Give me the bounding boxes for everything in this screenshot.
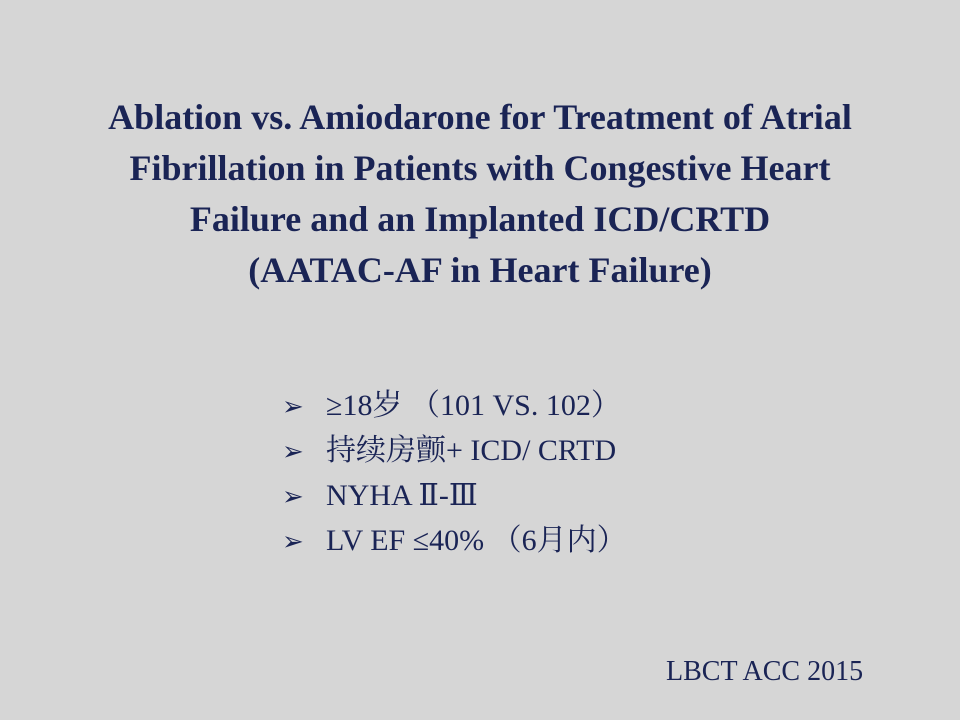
bullet-text: ≥18岁 （101 VS. 102） — [326, 389, 621, 422]
footer-source: LBCT ACC 2015 — [666, 656, 864, 687]
title-line-4: (AATAC-AF in Heart Failure) — [248, 250, 712, 290]
bullet-item — [282, 519, 627, 564]
arrow-bullet-icon: ➢ — [282, 437, 304, 467]
bullet-item — [282, 384, 627, 429]
arrow-bullet-icon: ➢ — [282, 527, 304, 557]
bullet-item — [282, 429, 627, 474]
bullet-text: LV EF ≤40% （6月内） — [326, 524, 627, 557]
title-line-3: Failure and an Implanted ICD/CRTD — [189, 199, 771, 239]
arrow-bullet-icon: ➢ — [282, 392, 304, 422]
bullet-text: NYHA Ⅱ-Ⅲ — [326, 479, 478, 512]
bullet-text: 持续房颤+ ICD/ CRTD — [326, 434, 617, 467]
title-line-1: Ablation vs. Amiodarone for Treatment of Atrial — [108, 97, 852, 137]
title-line-2: Fibrillation in Patients with Congestive Heart — [129, 148, 831, 188]
arrow-bullet-icon: ➢ — [282, 482, 304, 512]
bullet-list — [282, 384, 627, 564]
slide-title — [20, 92, 940, 296]
bullet-item — [282, 474, 627, 519]
